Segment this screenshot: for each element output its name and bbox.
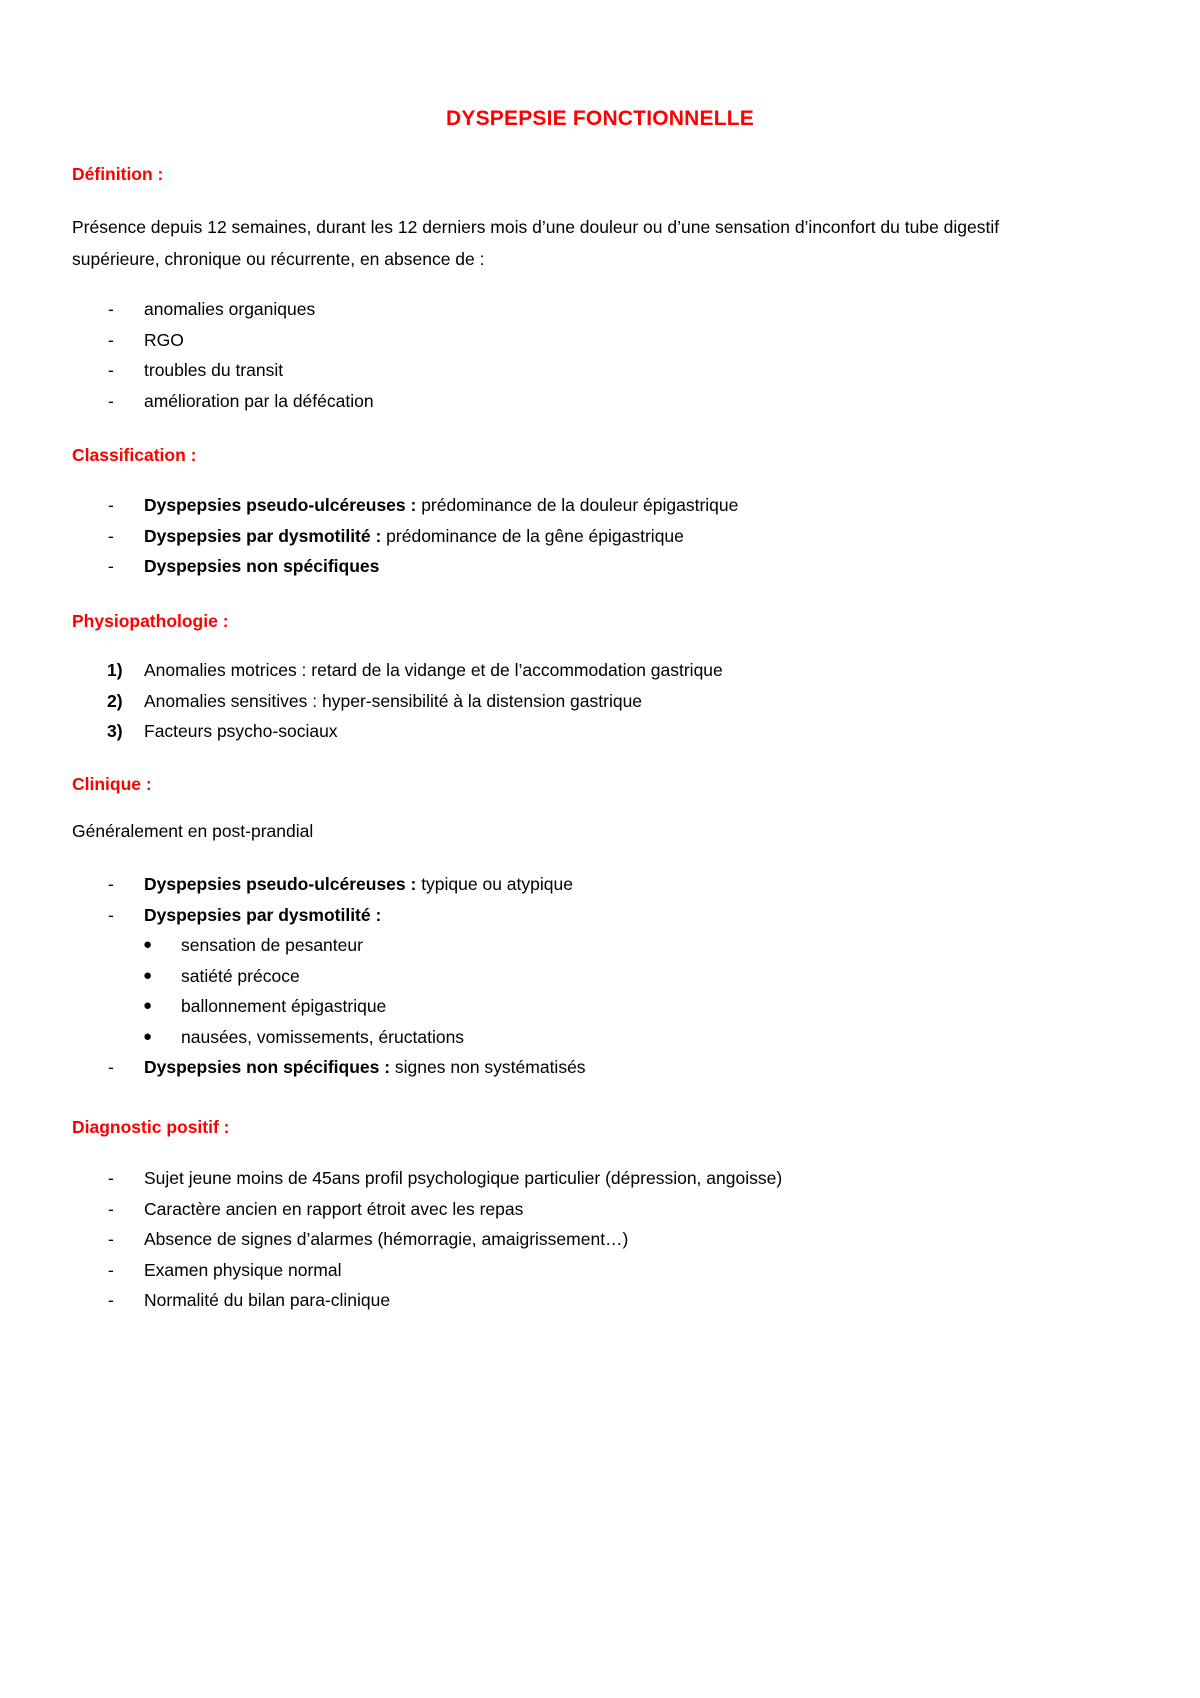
list-item: - Dyspepsies non spécifiques : signes non systématisés xyxy=(108,1057,586,1077)
list-item: - anomalies organiques xyxy=(108,299,316,319)
list-item: - troubles du transit xyxy=(108,360,284,380)
physiopathologie-list xyxy=(0,659,1200,751)
list-item: - amélioration par la défécation xyxy=(108,390,374,411)
list-item: - Normalité du bilan para-clinique xyxy=(108,1290,391,1310)
list-item: - Dyspepsies pseudo-ulcéreuses : prédominance de la douleur épigastrique xyxy=(108,495,739,515)
definition-line-1: Présence depuis 12 semaines, durant les 12 derniers mois d’une douleur ou d’une sensation d’inconfort du tube digestif xyxy=(72,217,1000,237)
list-item: 2) Anomalies sensitives : hyper-sensibilité à la distension gastrique xyxy=(107,690,643,711)
list-item: 1) Anomalies motrices : retard de la vidange et de l’accommodation gastrique xyxy=(107,660,723,680)
heading-classification: Classification : xyxy=(72,445,197,465)
definition-paragraph xyxy=(72,211,1162,275)
diagnostic-list xyxy=(0,1167,1200,1320)
heading-diagnostic-positif: Diagnostic positif : xyxy=(72,1117,230,1137)
list-item: - Sujet jeune moins de 45ans profil psychologique particulier (dépression, angoisse) xyxy=(108,1168,783,1188)
list-item: - Dyspepsies non spécifiques xyxy=(108,556,380,576)
list-item: - Dyspepsies par dysmotilité : prédominance de la gêne épigastrique xyxy=(108,525,684,546)
list-item: - Caractère ancien en rapport étroit avec les repas xyxy=(108,1198,524,1219)
list-item: - RGO xyxy=(108,329,184,350)
heading-physiopathologie: Physiopathologie : xyxy=(72,611,229,631)
list-item: - Dyspepsies par dysmotilité : xyxy=(108,904,382,925)
list-item: - Examen physique normal xyxy=(108,1259,342,1280)
sub-list-item: ● satiété précoce xyxy=(143,965,300,986)
definition-line-2: supérieure, chronique ou récurrente, en absence de : xyxy=(72,249,485,269)
clinique-list xyxy=(0,873,1200,1087)
sub-list-item: ● sensation de pesanteur xyxy=(143,935,363,955)
heading-definition: Définition : xyxy=(72,164,164,184)
sub-list-item: ● ballonnement épigastrique xyxy=(143,996,387,1016)
sub-list-item: ● nausées, vomissements, éructations xyxy=(143,1026,465,1047)
definition-list xyxy=(0,298,1200,420)
clinique-intro: Généralement en post-prandial xyxy=(72,821,314,841)
list-item: 3) Facteurs psycho-sociaux xyxy=(107,721,338,741)
heading-clinique: Clinique : xyxy=(72,774,152,794)
list-item: - Dyspepsies pseudo-ulcéreuses : typique ou atypique xyxy=(108,874,573,894)
document-title: DYSPEPSIE FONCTIONNELLE xyxy=(446,107,754,130)
list-item: - Absence de signes d’alarmes (hémorragie, amaigrissement…) xyxy=(108,1229,629,1249)
classification-list xyxy=(0,494,1200,586)
